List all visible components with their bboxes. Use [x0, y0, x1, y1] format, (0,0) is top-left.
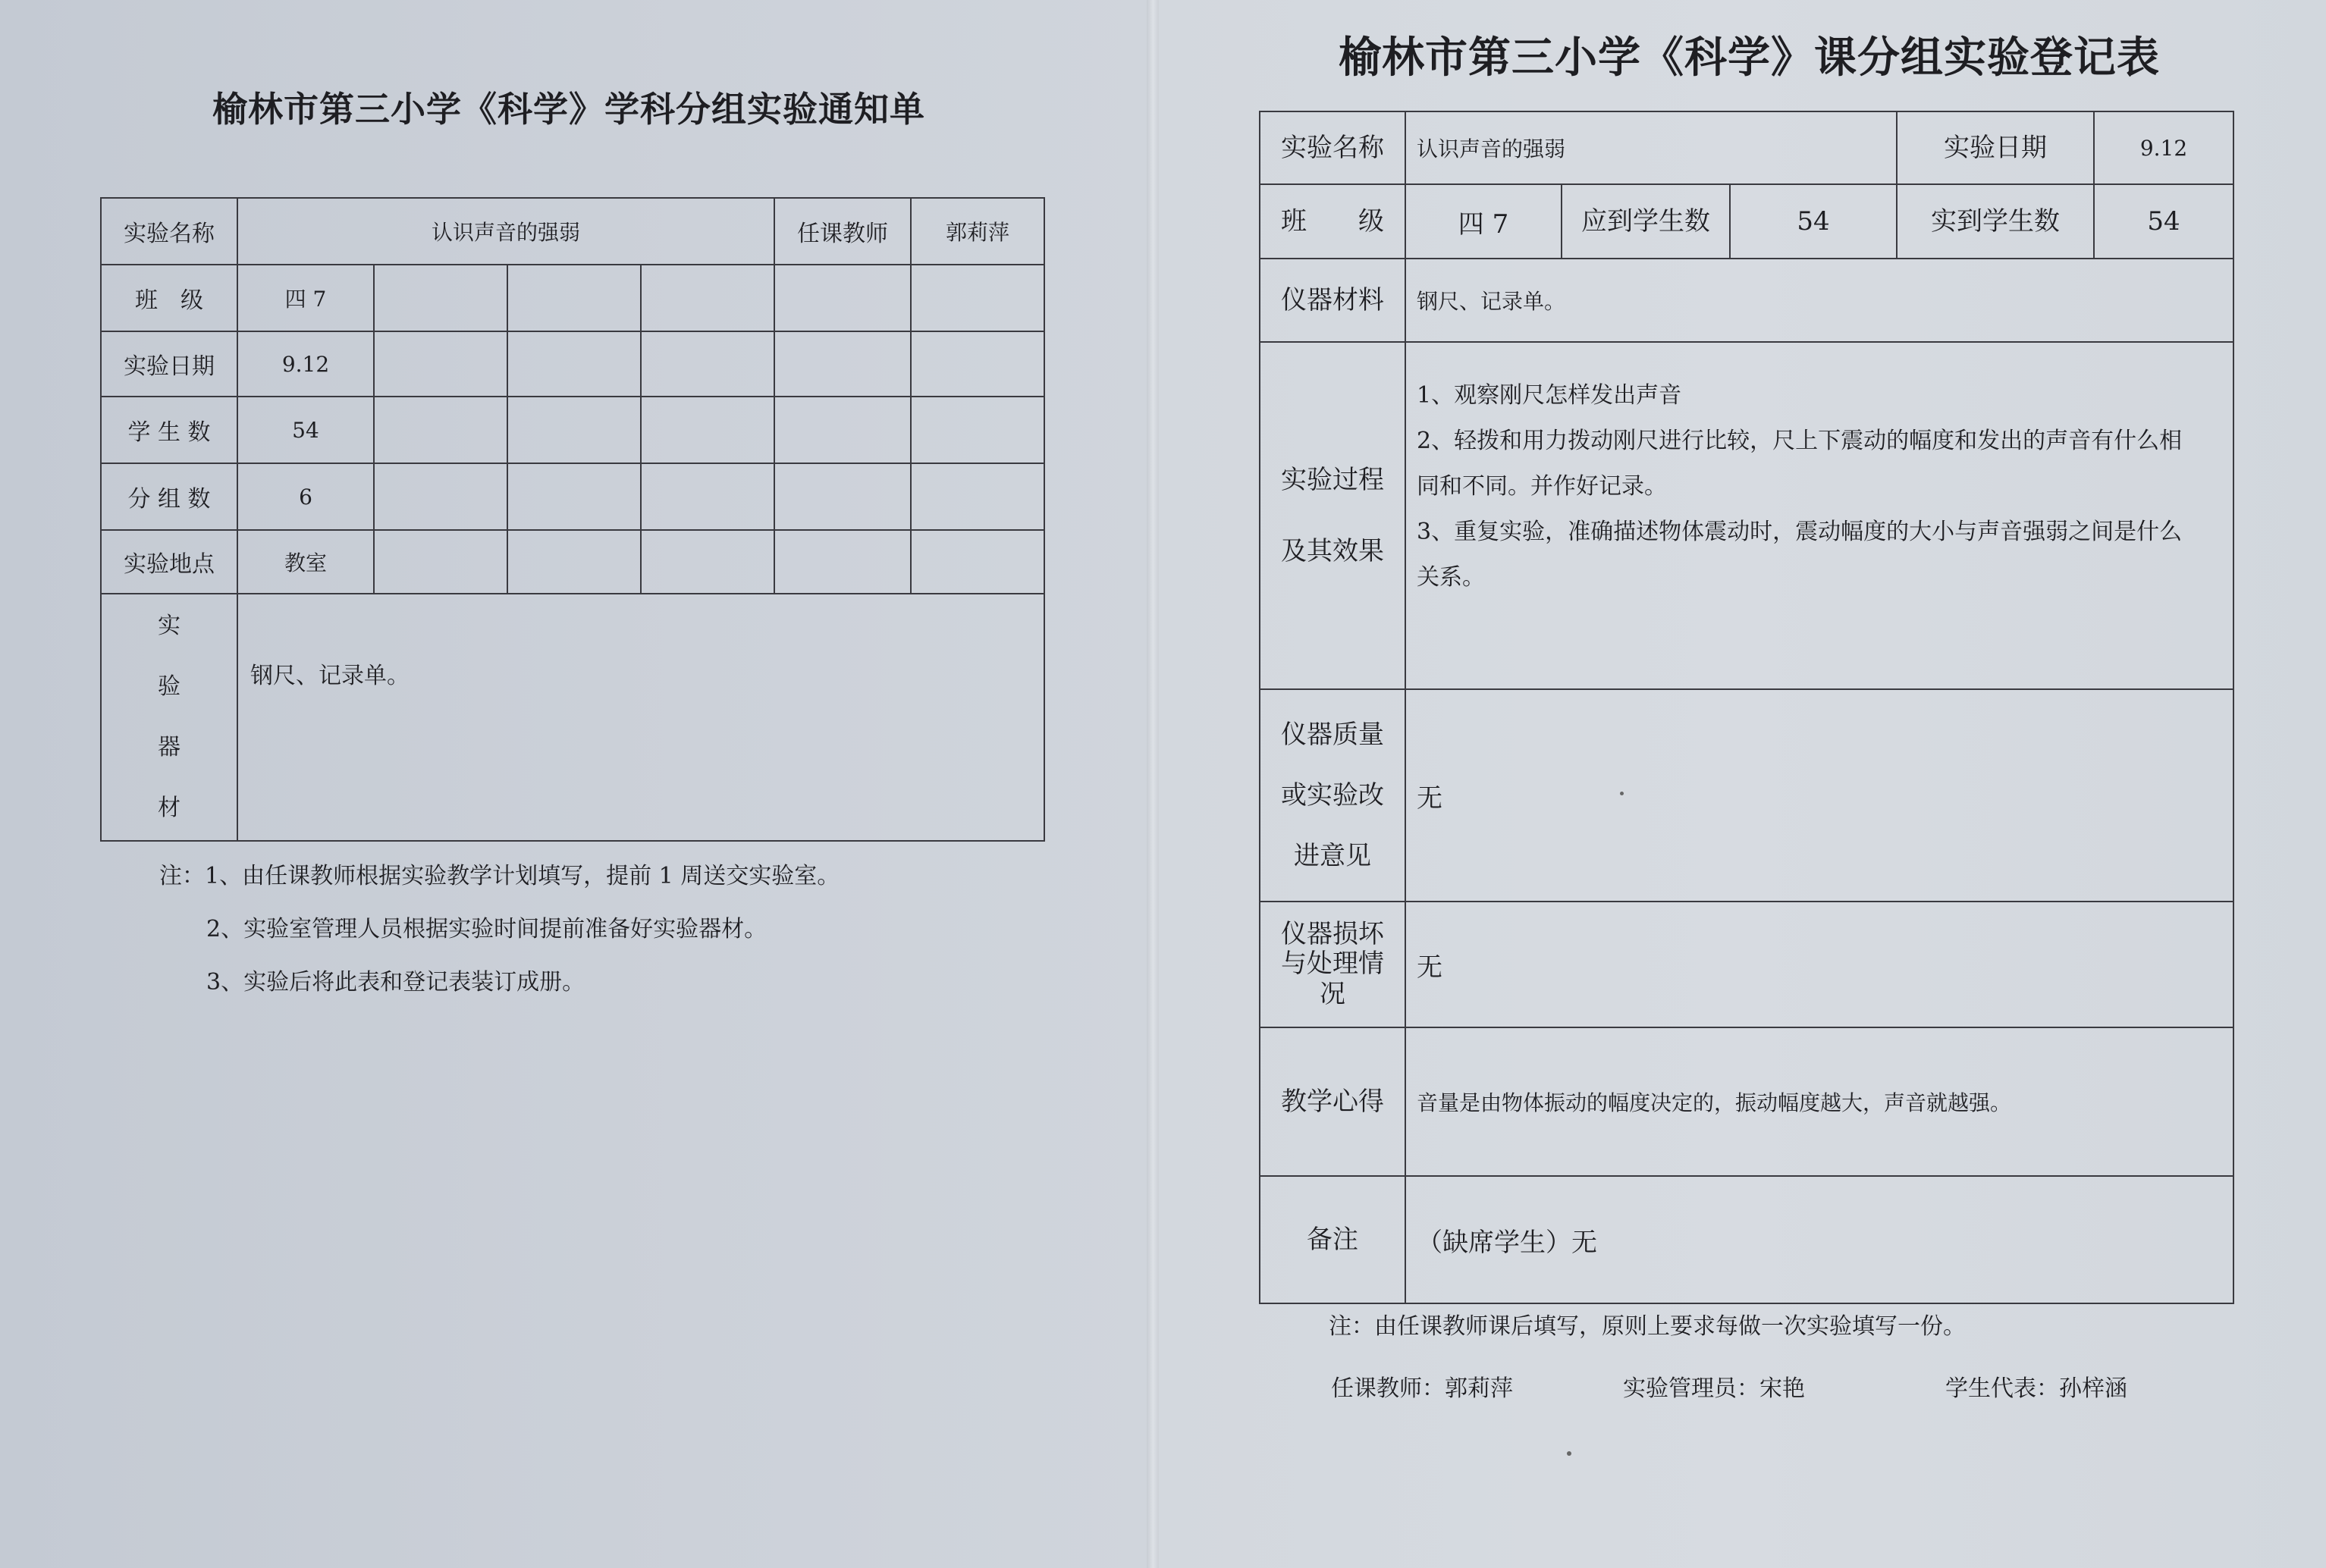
expected-value: 54: [1730, 184, 1897, 259]
notice-notes: [159, 857, 840, 1016]
actual-value: 54: [2094, 184, 2233, 259]
damage-label: 仪器损坏 与处理情 况: [1260, 902, 1405, 1027]
location-label: 实验地点: [101, 530, 237, 594]
expected-label: 应到学生数: [1562, 184, 1730, 259]
class-label: 班 级: [101, 265, 237, 331]
table-row: [101, 198, 1044, 265]
table-row: [101, 530, 1044, 594]
table-row: [101, 265, 1044, 331]
remarks-value: （缺席学生）无: [1405, 1176, 2233, 1303]
signature-student: 学生代表：孙梓涵: [1945, 1375, 2127, 1402]
notice-table: [100, 197, 1045, 842]
reflection-value: 音量是由物体振动的幅度决定的，振动幅度越大，声音就越强。: [1405, 1027, 2233, 1176]
page-fold: [1147, 0, 1159, 1568]
paper-speck: [1567, 1451, 1571, 1456]
register-title: 榆林市第三小学《科学》课分组实验登记表: [1339, 33, 2160, 83]
register-table: [1259, 111, 2234, 1304]
table-row: [1260, 184, 2233, 259]
name-value: 认识声音的强弱: [237, 198, 774, 265]
process-value: 1、观察刚尺怎样发出声音 2、轻拨和用力拨动刚尺进行比较，尺上下震动的幅度和发出的声音有什么相 同和不同。并作好记录。 3、重复实验，准确描述物体震动时，震动幅度的大小与声音强弱之间是什么 关系。: [1405, 342, 2233, 689]
table-row: [101, 594, 1044, 841]
materials-label: 实 验 器 材: [101, 594, 237, 841]
table-row: [1260, 342, 2233, 689]
table-row: [1260, 902, 2233, 1027]
note-line: 注：1、由任课教师根据实验教学计划填写，提前 1 周送交实验室。: [159, 863, 840, 889]
table-row: [101, 331, 1044, 397]
name-label: 实验名称: [1260, 111, 1405, 184]
location-value: 教室: [237, 530, 374, 594]
class-value: 四 7: [237, 265, 374, 331]
remarks-label: 备注: [1260, 1176, 1405, 1303]
table-row: [1260, 259, 2233, 342]
date-value: 9.12: [2094, 111, 2233, 184]
process-label: 实验过程 及其效果: [1260, 342, 1405, 689]
equipment-label: 仪器材料: [1260, 259, 1405, 342]
teacher-value: 郭莉萍: [911, 198, 1044, 265]
groups-label: 分 组 数: [101, 463, 237, 530]
actual-label: 实到学生数: [1897, 184, 2094, 259]
materials-value: 钢尺、记录单。: [237, 594, 1044, 841]
students-value: 54: [237, 397, 374, 463]
equipment-value: 钢尺、记录单。: [1405, 259, 2233, 342]
name-value: 认识声音的强弱: [1405, 111, 1897, 184]
register-note: 注：由任课教师课后填写，原则上要求每做一次实验填写一份。: [1329, 1313, 1966, 1340]
reflection-label: 教学心得: [1260, 1027, 1405, 1176]
note-line: 3、实验后将此表和登记表装订成册。: [206, 969, 585, 996]
signature-teacher: 任课教师：郭莉萍: [1331, 1375, 1513, 1402]
table-row: [1260, 1027, 2233, 1176]
signature-admin: 实验管理员：宋艳: [1623, 1375, 1805, 1402]
date-label: 实验日期: [1897, 111, 2094, 184]
table-row: [1260, 1176, 2233, 1303]
quality-label: 仪器质量 或实验改 进意见: [1260, 689, 1405, 902]
class-label: 班 级: [1260, 184, 1405, 259]
quality-value: 无: [1405, 689, 2233, 902]
class-value: 四 7: [1405, 184, 1562, 259]
table-row: [101, 463, 1044, 530]
damage-value: 无: [1405, 902, 2233, 1027]
date-value: 9.12: [237, 331, 374, 397]
teacher-label: 任课教师: [774, 198, 911, 265]
students-label: 学 生 数: [101, 397, 237, 463]
table-row: [1260, 689, 2233, 902]
notice-title: 榆林市第三小学《科学》学科分组实验通知单: [212, 89, 925, 130]
name-label: 实验名称: [101, 198, 237, 265]
date-label: 实验日期: [101, 331, 237, 397]
note-line: 2、实验室管理人员根据实验时间提前准备好实验器材。: [206, 916, 767, 942]
table-row: [1260, 111, 2233, 184]
groups-value: 6: [237, 463, 374, 530]
table-row: [101, 397, 1044, 463]
paper-speck: [1620, 792, 1624, 795]
